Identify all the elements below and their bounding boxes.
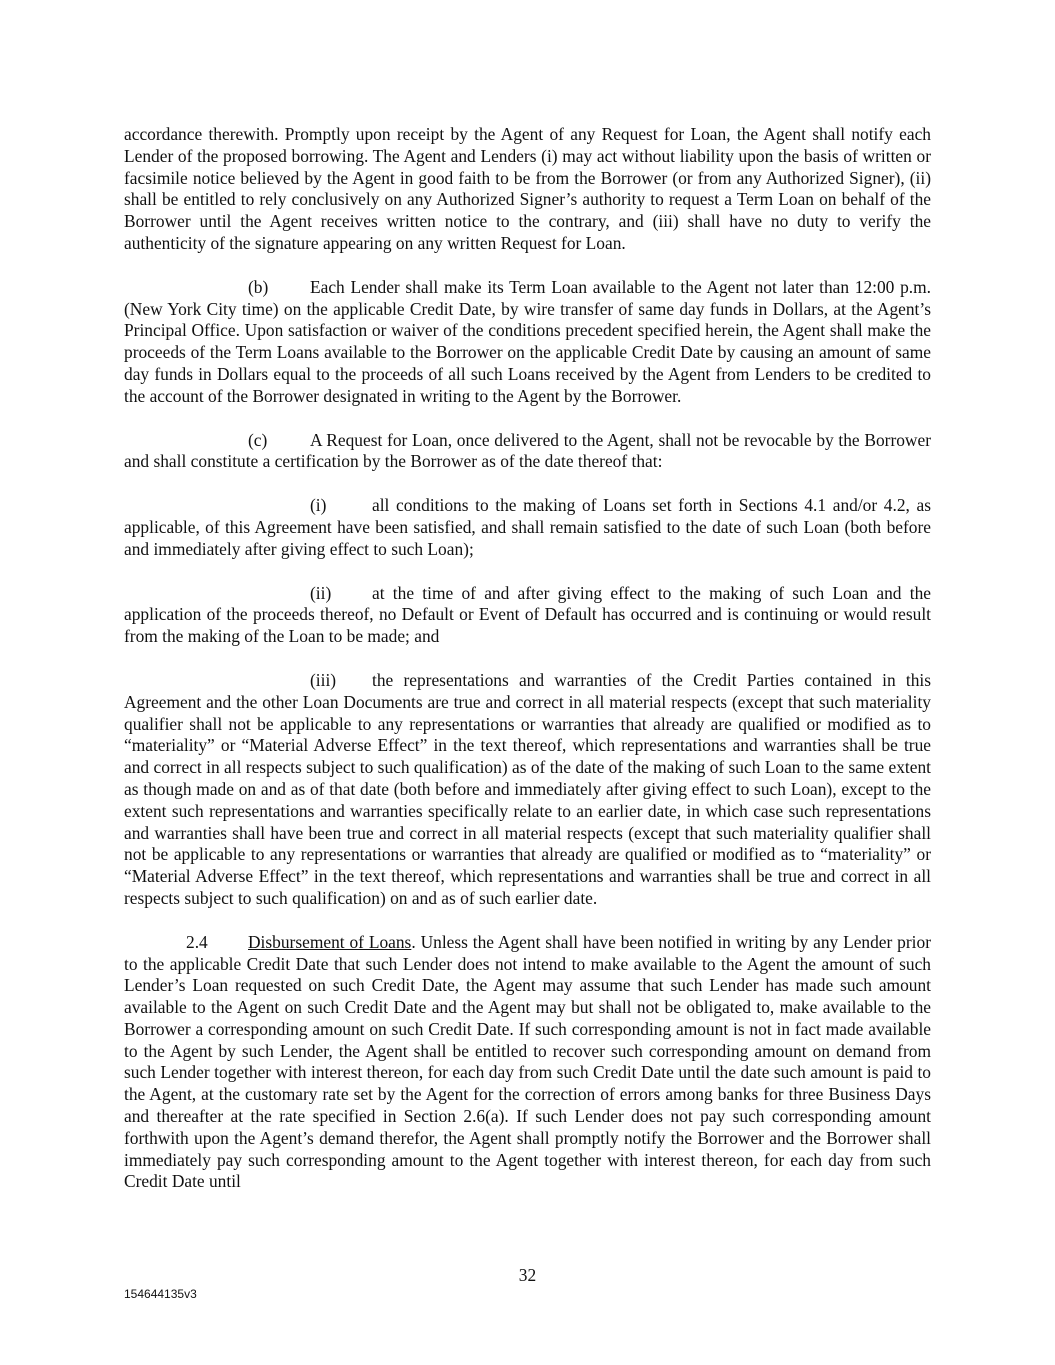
section-2-4-text: Unless the Agent shall have been notified in writing by any Lender prior to the applicable Credit Date that such Lender does not intend to make available to the Agent the amount of such Lender’s Loan requested on such Credit Date, the Agent may assume that such Lender has made such amount available to the Agent on such Credit Date and the Agent may but shall not be obligated to, make available to the Borrower a corresponding amount on such Credit Date. If such corresponding amount is not in fact made available to the Agent by such Lender, the Agent shall be entitled to recover such corresponding amount on demand from such Lender together with interest thereon, for each day from such Credit Date until the date such amount is paid to the Agent, at the customary rate set by the Agent for the correction of errors among banks for three Business Days and thereafter at the rate specified in Section 2.6(a). If such Lender does not pay such corresponding amount forthwith upon the Agent’s demand therefor, the Agent shall promptly notify the Borrower and the Borrower shall immediately pay such corresponding amount to the Agent together with interest thereon, for each day from such Credit Date until	[124, 931, 931, 1192]
paragraph-c-ii-text: at the time of and after giving effect to the making of such Loan and the application of the proceeds thereof, no Default or Event of Default has occurred and is continuing or would result from the making of the Loan to be made; and	[124, 582, 931, 647]
paragraph-c-i-label: (i)	[310, 495, 327, 516]
section-2-4	[124, 932, 931, 1194]
page-number: 32	[518, 1265, 537, 1285]
paragraph-c-ii-label: (ii)	[310, 582, 332, 603]
paragraph-c-label: (c)	[248, 429, 268, 450]
paragraph-continuation: accordance therewith. Promptly upon receipt by the Agent of any Request for Loan, the Agent shall notify each Lender of the proposed borrowing. The Agent and Lenders (i) may act without liability upon the basis of written or facsimile notice believed by the Agent in good faith to be from the Borrower (or from any Authorized Signer), (ii) shall be entitled to rely conclusively on any Authorized Signer’s authority to request a Term Loan on behalf of the Borrower until the Agent receives written notice to the contrary, and (iii) shall have no duty to verify the authenticity of the signature appearing on any written Request for Loan.	[124, 124, 931, 253]
paragraph-c-ii	[124, 583, 931, 648]
section-heading: Disbursement of Loans	[248, 931, 412, 952]
paragraph-c-iii-label: (iii)	[310, 669, 337, 690]
paragraph-b-label: (b)	[248, 276, 269, 297]
document-body	[124, 124, 931, 1215]
document-id: 154644135v3	[124, 1287, 197, 1301]
paragraph-c-i	[124, 495, 931, 560]
paragraph-b-text: Each Lender shall make its Term Loan available to the Agent not later than 12:00 p.m. (New York City time) on the applicable Credit Date, by wire transfer of same day funds in Dollars, at the Agent’s Principal Office. Upon satisfaction or waiver of the conditions precedent specified herein, the Agent shall make the proceeds of the Term Loans available to the Borrower on the applicable Credit Date by causing an amount of same day funds in Dollars equal to the proceeds of all such Loans received by the Agent from Lenders to be credited to the account of the Borrower designated in writing to the Agent by the Borrower.	[124, 276, 931, 406]
paragraph-c-i-text: all conditions to the making of Loans set forth in Sections 4.1 and/or 4.2, as applicable, of this Agreement have been satisfied, and shall remain satisfied to the date of such Loan (both before and immediately after giving effect to such Loan);	[124, 495, 931, 559]
section-number: 2.4	[186, 931, 208, 952]
section-heading-period: .	[411, 931, 416, 952]
paragraph-c	[124, 430, 931, 474]
paragraph-b	[124, 277, 931, 408]
paragraph-c-iii-text: the representations and warranties of the Credit Parties contained in this Agreement and the other Loan Documents are true and correct in all material respects (except that such materiality qualifier shall not be applicable to any representations or warranties that already are qualified or modified as to “materiality” or “Material Adverse Effect” in the text thereof, which representations and warranties shall be true and correct in all respects subject to such qualification) as of the date of the making of such Loan to the same extent as though made on and as of that date (both before and immediately after giving effect to such Loan), except to the extent such representations and warranties specifically relate to an earlier date, in which case such representations and warranties shall have been true and correct in all material respects (except that such materiality qualifier shall not be applicable to any representations or warranties that already are qualified or modified as to “materiality” or “Material Adverse Effect” in the text thereof, which representations and warranties shall be true and correct in all respects subject to such qualification) on and as of such earlier date.	[124, 669, 931, 908]
paragraph-c-iii	[124, 670, 931, 910]
paragraph-c-text: A Request for Loan, once delivered to the Agent, shall not be revocable by the Borrower and shall constitute a certification by the Borrower as of the date thereof that:	[124, 429, 931, 472]
